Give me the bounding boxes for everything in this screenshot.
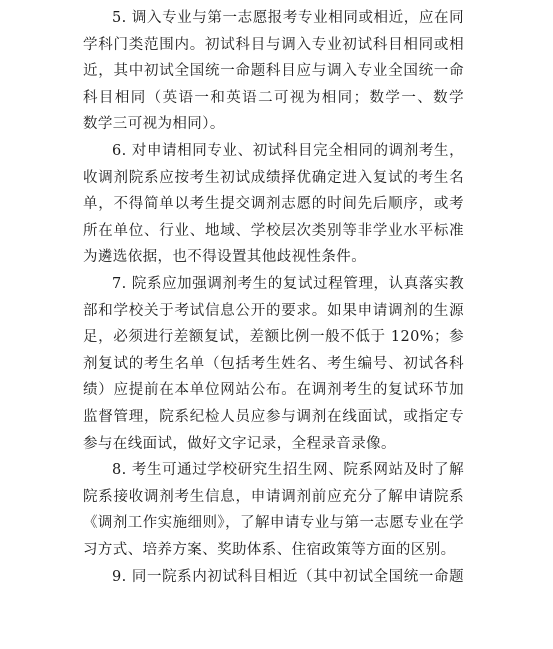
text-line: 学科门类范围内。初试科目与调入专业初试科目相同或相 xyxy=(83,36,464,53)
text-line: 5. 调入专业与第一志愿报考专业相同或相近，应在同 xyxy=(112,10,464,26)
text-line: 参与在线面试，做好文字记录，全程录音录像。 xyxy=(83,435,396,452)
text-line: 剂复试的考生名单（包括考生姓名、考生编号、初试各科 xyxy=(83,355,464,372)
text-line: 数学三可视为相同）。 xyxy=(83,116,225,133)
text-line: 习方式、培养方案、奖助体系、住宿政策等方面的区别。 xyxy=(83,542,456,558)
text-line: 足，必须进行差额复试，差额比例一般不低于 120%；参 xyxy=(83,329,464,346)
text-line: 所在单位、行业、地域、学校层次类别等非学业水平标准 xyxy=(83,222,464,239)
text-line: 科目相同（英语一和英语二可视为相同；数学一、数学 xyxy=(83,89,464,106)
text-line: 8. 考生可通过学校研究生招生网、院系网站及时了解 xyxy=(112,462,464,479)
text-line: 9. 同一院系内初试科目相近（其中初试全国统一命题 xyxy=(112,568,464,585)
text-line: 《调剂工作实施细则》，了解申请专业与第一志愿专业在学 xyxy=(83,515,464,532)
text-line: 部和学校关于考试信息公开的要求。如果申请调剂的生源 xyxy=(83,302,464,319)
text-line: 院系接收调剂考生信息，申请调剂前应充分了解申请院系 xyxy=(83,488,464,505)
text-line: 7. 院系应加强调剂考生的复试过程管理，认真落实教 xyxy=(112,276,464,292)
text-line: 单，不得简单以考生提交调剂志愿的时间先后顺序，或考 xyxy=(83,196,464,213)
text-line: 近，其中初试全国统一命题科目应与调入专业全国统一命 xyxy=(83,63,464,80)
text-line: 绩）应提前在本单位网站公布。在调剂考生的复试环节加 xyxy=(83,382,464,399)
text-line: 为遴选依据，也不得设置其他歧视性条件。 xyxy=(83,249,367,266)
text-line: 收调剂院系应按考生初试成绩择优确定进入复试的考生名 xyxy=(83,169,464,186)
text-line: 监督管理，院系纪检人员应参与调剂在线面试，或指定专 xyxy=(83,409,464,425)
text-line: 6. 对申请相同专业、初试科目完全相同的调剂考生， xyxy=(112,143,464,159)
